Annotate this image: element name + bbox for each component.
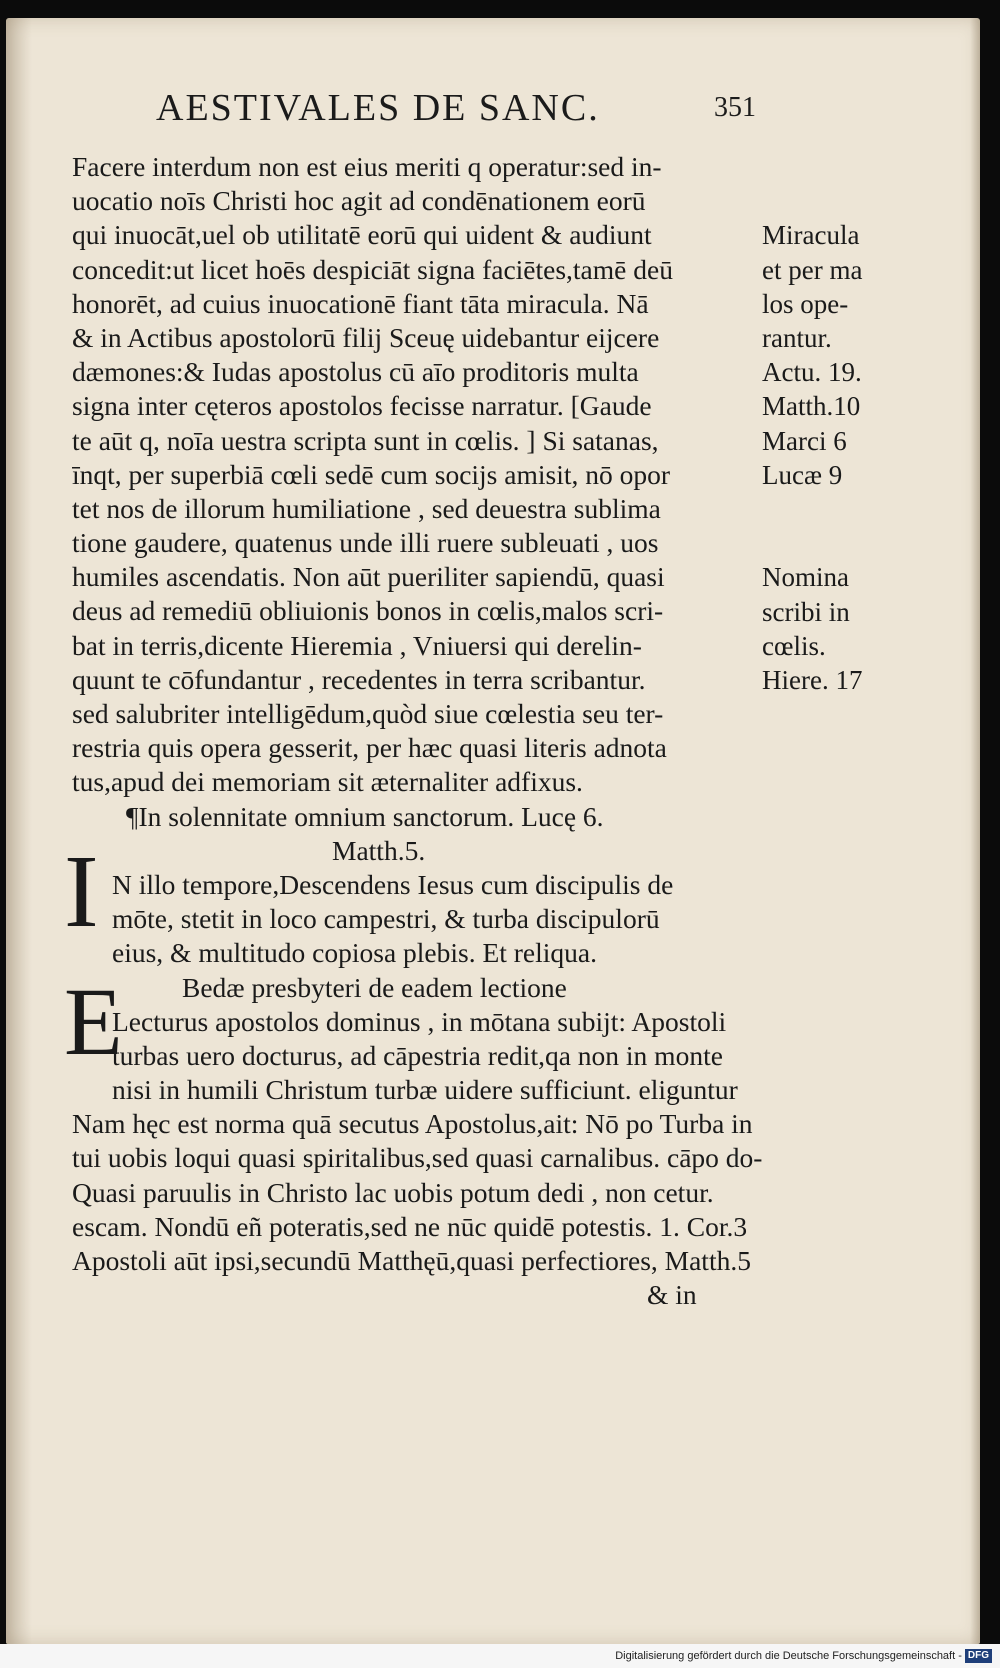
margin-note: Actu. 19. bbox=[762, 357, 862, 388]
homily-title: Bedæ presbyteri de eadem lectione bbox=[182, 971, 567, 1003]
text-line: restria quis opera gesserit, per hæc quasi literis adnota bbox=[72, 732, 667, 764]
section-heading-reference: Matth.5. bbox=[332, 834, 426, 866]
section-heading: ¶In solennitate omnium sanctorum. Lucę 6. bbox=[126, 800, 604, 832]
homily-line: turbas uero docturus, ad cāpestria redit,qa non in monte bbox=[112, 1039, 723, 1071]
margin-note: Miracula bbox=[762, 220, 860, 251]
text-line: uocatio noīs Christi hoc agit ad condēnationem eorū bbox=[72, 185, 646, 217]
text-line: & in Actibus apostolorū filij Sceuę uidebantur eijcere bbox=[72, 321, 660, 353]
text-line: sed salubriter intelligēdum,quòd siue cœlestia seu ter- bbox=[72, 698, 664, 729]
text-line: concedit:ut licet hoēs despiciāt signa faciētes,tamē deū bbox=[72, 253, 673, 285]
catchword: & in bbox=[647, 1279, 697, 1311]
margin-note: Marci 6 bbox=[762, 425, 847, 456]
text-line: īnqt, per superbiā cœli sedē cum socijs amisit, nō opor bbox=[72, 458, 671, 490]
homily-line: Nam hęc est norma quā secutus Apostolus,ait: Nō po Turba in bbox=[72, 1108, 753, 1140]
digitization-footer bbox=[0, 1644, 1000, 1668]
text-line: qui inuocāt,uel ob utilitatē eorū qui uident & audiunt bbox=[72, 219, 652, 251]
text-line: tione gaudere, quatenus unde illi ruere subleuati , uos bbox=[72, 527, 659, 559]
running-head: AESTIVALES DE SANC. bbox=[156, 87, 600, 129]
homily-line: escam. Nondū eñ poteratis,sed ne nūc quidē potestis. 1. Cor.3 bbox=[72, 1210, 748, 1242]
margin-note: Nomina bbox=[762, 562, 849, 593]
margin-note: cœlis. bbox=[762, 630, 826, 661]
margin-note: Hiere. 17 bbox=[762, 665, 863, 695]
text-line: tus,apud dei memoriam sit æternaliter adfixus. bbox=[72, 766, 583, 798]
main-text-block bbox=[72, 150, 762, 1312]
book-page bbox=[6, 18, 980, 1644]
homily-line: Quasi paruulis in Christo lac uobis potum dedi , non cetur. bbox=[72, 1176, 714, 1208]
homily-line: nisi in humili Christum turbæ uidere sufficiunt. eliguntur bbox=[112, 1074, 738, 1106]
gospel-line: N illo tempore,Descendens Iesus cum discipulis de bbox=[112, 868, 674, 900]
footer-text: Digitalisierung gefördert durch die Deutsche Forschungsgemeinschaft - bbox=[615, 1650, 962, 1662]
gospel-line: mōte, stetit in loco campestri, & turba discipulorū bbox=[112, 903, 660, 935]
homily-line: tui uobis loqui quasi spiritalibus,sed quasi carnalibus. cāpo do- bbox=[72, 1142, 763, 1174]
margin-note: los ope- bbox=[762, 288, 849, 319]
text-line: te aūt q, noīa uestra scripta sunt in cœlis. ] Si satanas, bbox=[72, 424, 659, 456]
homily-line: Lecturus apostolos dominus , in mōtana subijt: Apostoli bbox=[112, 1005, 727, 1037]
page-header bbox=[156, 86, 756, 136]
text-line: bat in terris,dicente Hieremia , Vniuersi qui derelin- bbox=[72, 629, 642, 661]
text-line: quunt te cōfundantur , recedentes in terra scribantur. bbox=[72, 663, 646, 695]
margin-note: Lucæ 9 bbox=[762, 459, 843, 490]
text-line: tet nos de illorum humiliatione , sed deuestra sublima bbox=[72, 492, 661, 524]
homily-line: Apostoli aūt ipsi,secundū Matthęū,quasi perfectiores, Matth.5 bbox=[72, 1245, 751, 1276]
text-line: Facere interdum non est eius meriti q operatur:sed in- bbox=[72, 151, 662, 182]
page-number: 351 bbox=[714, 92, 756, 123]
text-line: humiles ascendatis. Non aūt pueriliter sapiendū, quasi bbox=[72, 561, 665, 593]
margin-note: scribi in bbox=[762, 596, 850, 627]
text-line: deus ad remediū obliuionis bonos in cœlis,malos scri- bbox=[72, 595, 664, 627]
dfg-logo: DFG bbox=[965, 1649, 992, 1663]
margin-note: Matth.10 bbox=[762, 391, 861, 422]
margin-note: et per ma bbox=[762, 254, 863, 285]
text-line: signa inter cęteros apostolos fecisse narratur. [Gaude bbox=[72, 390, 652, 422]
gospel-line: eius, & multitudo copiosa plebis. Et reliqua. bbox=[112, 937, 597, 969]
text-line: dæmones:& Iudas apostolus cū aīo proditoris multa bbox=[72, 356, 639, 388]
dropcap-e: E bbox=[64, 968, 123, 1075]
text-line: honorēt, ad cuius inuocationē fiant tāta miracula. Nā bbox=[72, 287, 649, 319]
margin-note: rantur. bbox=[762, 323, 832, 353]
dropcap-i: I bbox=[64, 834, 99, 949]
